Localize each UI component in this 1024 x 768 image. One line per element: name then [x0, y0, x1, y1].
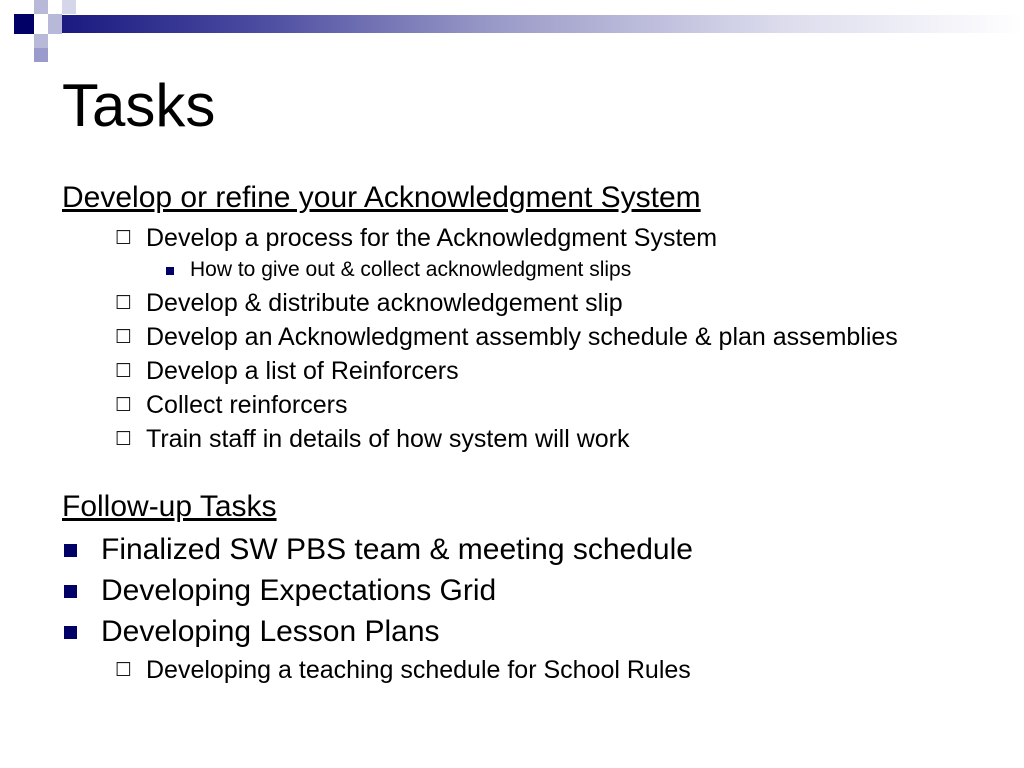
square-bullet-icon	[64, 626, 77, 639]
checkbox-bullet-icon: ☐	[115, 429, 133, 450]
main-list-item-text: Developing Expectations Grid	[101, 574, 497, 607]
decor-square	[34, 48, 48, 62]
header-gradient-bar	[62, 15, 1024, 33]
list-item-text: Develop a list of Reinforcers	[146, 357, 459, 385]
square-bullet-icon	[64, 585, 77, 598]
list-item	[62, 392, 962, 419]
section-heading: Develop or refine your Acknowledgment System	[62, 181, 701, 214]
checkbox-bullet-icon: ☐	[115, 660, 133, 681]
list-item	[62, 657, 962, 684]
main-list-item-text: Developing Lesson Plans	[101, 615, 440, 648]
header-decoration	[0, 0, 1024, 64]
list-item	[62, 426, 962, 453]
section-heading: Follow-up Tasks	[62, 490, 277, 523]
checkbox-bullet-icon: ☐	[115, 361, 133, 382]
main-list-item	[62, 614, 962, 650]
main-list-item-text: Finalized SW PBS team & meeting schedule	[101, 533, 693, 566]
list-item	[62, 225, 962, 252]
sub-list-item-text: How to give out & collect acknowledgment slips	[190, 258, 632, 281]
checkbox-bullet-icon: ☐	[115, 395, 133, 416]
slide-title: Tasks	[62, 72, 216, 139]
list-item-text: Develop a process for the Acknowledgment System	[146, 224, 718, 252]
section-spacer	[62, 453, 962, 487]
list-item	[62, 324, 962, 351]
list-item-text: Collect reinforcers	[146, 391, 348, 419]
list-item-text: Developing a teaching schedule for School Rules	[146, 656, 691, 684]
square-bullet-icon	[166, 267, 174, 275]
slide-body	[62, 178, 962, 684]
list-item-text: Train staff in details of how system will work	[146, 425, 630, 453]
decor-square	[34, 0, 48, 14]
checkbox-bullet-icon: ☐	[115, 293, 133, 314]
sub-list-item	[62, 257, 962, 283]
decor-square	[48, 14, 62, 34]
main-list-item	[62, 532, 962, 568]
list-item	[62, 358, 962, 385]
decor-square	[34, 34, 48, 48]
list-item-text: Develop an Acknowledgment assembly schedule & plan assemblies	[146, 323, 898, 351]
decor-square	[14, 14, 34, 34]
checkbox-bullet-icon: ☐	[115, 327, 133, 348]
list-item	[62, 290, 962, 317]
square-bullet-icon	[64, 544, 77, 557]
checkbox-bullet-icon: ☐	[115, 228, 133, 249]
decor-square	[62, 0, 76, 14]
list-item-text: Develop & distribute acknowledgement slip	[146, 289, 623, 317]
main-list-item	[62, 573, 962, 609]
